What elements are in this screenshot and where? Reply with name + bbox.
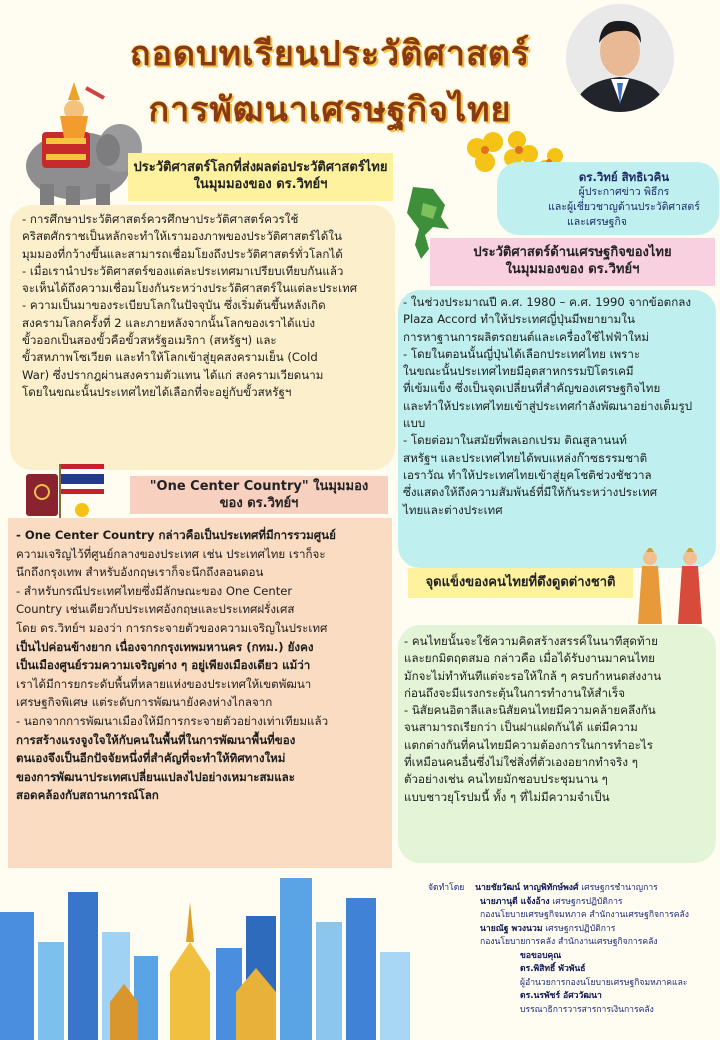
credit-3-name: นายณัฐ พวงนวม xyxy=(480,923,543,934)
section2-header-line-2: ในมุมมองของ ดร.วิทย์ฯ xyxy=(505,262,640,277)
text-line: เราได้มีการยกระดับพื้นที่หลายแห่งของประเทศให้เขตพัฒนา xyxy=(16,676,312,691)
section2-header-line-1: ประวัติศาสตร์ด้านเศรษฐกิจของไทย xyxy=(473,245,672,260)
section1-header-line-1: ประวัติศาสตร์โลกที่ส่งผลต่อประวัติศาสตร์ไทย xyxy=(133,160,388,175)
section2-body xyxy=(398,290,716,568)
text-line: นึกถึงกรุงเทพ สำหรับอังกฤษเราก็จะนึกถึงลอนดอน xyxy=(16,565,264,580)
credit-2-office: กองนโยบายเศรษฐกิจมหภาค สำนักงานเศรษฐกิจการคลัง xyxy=(480,910,689,920)
text-line: - การศึกษาประวัติศาสตร์ควรศึกษาประวัติศาสตร์ควรใช้ xyxy=(22,212,299,226)
text-line: สหรัฐฯ และประเทศไทยได้พบแหล่งก๊าซธรรมชาติ xyxy=(403,450,648,465)
thai-dancers-illustration xyxy=(628,548,718,628)
text-line: ซึ่งแสดงให้ถึงความสัมพันธ์ที่มีให้กันระหว่างประเทศ xyxy=(403,485,658,500)
text-line: โดยในขณะนั้นประเทศไทยได้เลือกที่จะอยู่กับขั้วสหรัฐฯ xyxy=(22,384,292,399)
section4-text xyxy=(404,633,710,806)
text-line: - โดยต่อมาในสมัยที่พลเอกเปรม ติณสูลานนท์ xyxy=(403,433,627,448)
text-line: - คนไทยนั้นจะใช้ความคิดสร้างสรรค์ในนาทีสุดท้าย xyxy=(404,634,658,648)
section3-text xyxy=(16,526,388,805)
thanks-label: ขอขอบคุณ xyxy=(520,950,562,961)
profile-role-3: และเศรษฐกิจ xyxy=(567,216,627,228)
title-line-1: ถอดบทเรียนประวัติศาสตร์ xyxy=(129,34,531,74)
credit-3-role: เศรษฐกรปฏิบัติการ xyxy=(545,923,616,934)
section3-header-line-2: ของ ดร.วิทย์ฯ xyxy=(219,496,299,511)
text-line: ตัวอย่างเช่น คนไทยมักชอบประชุมนาน ๆ xyxy=(404,772,608,787)
text-line: - นิสัยคนอิตาลีและนิสัยคนไทยมีความคล้ายคลึงกัน xyxy=(404,703,656,718)
section3-header xyxy=(130,476,388,514)
text-line: - เมื่อเรานำประวัติศาสตร์ของแต่ละประเทศมาเปรียบเทียบกันแล้ว xyxy=(22,263,344,278)
credit-1-name: นายชัยวัฒน์ หาญพิทักษ์พงศ์ xyxy=(475,883,579,893)
credit-1-role: เศรษฐกรชำนาญการ xyxy=(581,883,658,893)
text-line: แบบชาวยุโรปมนี้ ทั้ง ๆ ที่ไม่มีความจำเป็น xyxy=(404,789,610,804)
title-line-2: การพัฒนาเศรษฐกิจไทย xyxy=(148,90,512,130)
city-skyline-illustration xyxy=(0,872,430,1040)
prepared-by-label: จัดทำโดย xyxy=(428,883,465,893)
text-line: จะเห็นได้ถึงความเชื่อมโยงกันระหว่างประวัติศาสตร์ในแต่ละประเทศ xyxy=(22,281,358,296)
profile-role-1: ผู้ประกาศข่าว พิธีกร xyxy=(578,186,670,198)
profile-name: ดร.วิทย์ สิทธิเวคิน xyxy=(578,170,670,184)
text-line: มักจะไม่ทำทันทีแต่จะรอให้ใกล้ ๆ ครบกำหนดส่งงาน xyxy=(404,668,662,683)
credit-2-name: นายภานุดี แจ้งอ้าง xyxy=(480,896,550,907)
section3-header-line-1: "One Center Country" ในมุมมอง xyxy=(149,479,369,494)
text-line: และทำให้ประเทศไทยเข้าสู่ประเทศกำลังพัฒนาอย่างเต็มรูปแบบ xyxy=(403,398,693,431)
text-line: และยกมิตฤตสมอ กล่าวคือ เมื่อได้รับงานมาคนไทย xyxy=(404,651,655,666)
text-line: การสร้างแรงจูงใจให้กับคนในพื้นที่ในการพัฒนาพื้นที่ของ xyxy=(16,732,296,747)
text-line: ที่เหมือนคนอื่นซึ่งไม่ใช่สิ่งที่ตัวเองอยากทำจริง ๆ xyxy=(404,755,638,770)
credit-2-role: เศรษฐกรปฏิบัติการ xyxy=(552,896,623,907)
section1-header-line-2: ในมุมมองของ ดร.วิทย์ฯ xyxy=(193,177,328,192)
section1-text xyxy=(22,211,389,401)
text-line: ไทยและต่างประเทศ xyxy=(403,502,503,517)
text-line: - One Center Country กล่าวคือเป็นประเทศที่มีการรวมศูนย์ xyxy=(16,528,336,542)
text-line: สงครามโลกครั้งที่ 2 และภายหลังจากนั้นโลกของเราได้แบ่ง xyxy=(22,315,316,330)
thanks-2-name: ดร.นรพัชร์ อัศววัฒนา xyxy=(520,991,602,1001)
text-line: เป็นเมืองศูนย์รวมความเจริญต่าง ๆ อยู่เพียงเมืองเดียว แม้ว่า xyxy=(16,658,311,673)
text-line: เศรษฐกิจพิเศษ แต่ระดับการพัฒนายังคงห่างไกลจาก xyxy=(16,695,273,710)
thanks-2-role: บรรณาธิการวารสารการเงินการคลัง xyxy=(520,1004,654,1015)
text-line: - ความเป็นมาของระเบียบโลกในปัจจุบัน ซึ่งเริ่มต้นขึ้นหลังเกิด xyxy=(22,298,326,313)
text-line: ขั้วสหภาพโซเวียต และทำให้โลกเข้าสู่ยุคสงครามเย็น (Cold xyxy=(22,350,318,365)
text-line: จนสามารถเรียกว่า เป็นฝาแฝดกันได้ แต่มีความ xyxy=(404,720,638,735)
section4-header xyxy=(408,568,633,598)
text-line: โดย ดร.วิทย์ฯ มองว่า การกระจายตัวของความเจริญในประเทศ xyxy=(16,620,328,635)
section3-body xyxy=(8,518,392,868)
text-line: - สำหรับกรณีประเทศไทยซึ่งมีลักษณะของ One Center xyxy=(16,583,293,598)
section2-header xyxy=(430,238,715,286)
thanks-1-role: ผู้อำนวยการกองนโยบายเศรษฐกิจมหภาคและ xyxy=(520,977,688,988)
text-line: ที่เข้มแข็ง ซึ่งเป็นจุดเปลี่ยนที่สำคัญของเศรษฐกิจไทย xyxy=(403,381,661,396)
text-line: การหาฐานการผลิตรถยนต์และเครื่องใช้ไฟฟ้าใหม่ xyxy=(403,329,650,344)
passport-flag-illustration xyxy=(20,460,132,520)
section1-header xyxy=(128,153,393,201)
profile-photo xyxy=(565,3,675,113)
text-line: เป็นไปค่อนข้างยาก เนื่องจากกรุงเทพมหานคร (กทม.) ยังคง xyxy=(16,639,314,654)
credit-3-office: กองนโยบายการคลัง สำนักงานเศรษฐกิจการคลัง xyxy=(480,937,658,947)
section4-header-text: จุดแข็งของคนไทยที่ดึงดูดต่างชาติ xyxy=(425,575,616,590)
profile-role-2: และผู้เชี่ยวชาญด้านประวัติศาสตร์ xyxy=(548,201,700,213)
text-line: ความเจริญไว้ที่ศูนย์กลางของประเทศ เช่น ประเทศไทย เราก็จะ xyxy=(16,546,326,561)
text-line: แตกต่างกันที่คนไทยมีความต้องการในการทำอะไร xyxy=(404,737,653,752)
text-line: - โดยในตอนนั้นญี่ปุ่นได้เลือกประเทศไทย เพราะ xyxy=(403,346,641,361)
text-line: ตนเองจึงเป็นอีกปัจจัยหนึ่งที่สำคัญที่จะทำให้ทิศทางใหม่ xyxy=(16,751,286,766)
text-line: สอดคล้องกับสถานการณ์โลก xyxy=(16,788,159,803)
text-line: ก่อนถึงจะมีแรงกระตุ้นในการทำงานให้สำเร็จ xyxy=(404,685,626,700)
thanks-1-name: ดร.พิสิทธิ์ พัวพันธ์ xyxy=(520,964,586,974)
text-line: เอราวัณ ทำให้ประเทศไทยเข้าสู่ยุคโชติช่วงชัชวาล xyxy=(403,467,652,482)
text-line: คริสตศักราชเป็นหลักจะทำให้เรามองภาพของประวัติศาสตร์ได้ใน xyxy=(22,229,342,244)
text-line: ของการพัฒนาประเทศเปลี่ยนแปลงไปอย่างเหมาะสมและ xyxy=(16,769,296,784)
text-line: - ในช่วงประมาณปี ค.ศ. 1980 – ค.ศ. 1990 จากข้อตกลง xyxy=(403,295,691,309)
text-line: - นอกจากการพัฒนาเมืองให้มีการกระจายตัวอย่างเท่าเทียมแล้ว xyxy=(16,713,329,728)
text-line: ในขณะนั้นประเทศไทยมีอุตสาหกรรมปิโตรเคมี xyxy=(403,364,634,379)
section4-body xyxy=(398,625,716,863)
text-line: Plaza Accord ทำให้ประเทศญี่ปุ่นมีพยายามใน xyxy=(403,312,635,327)
section2-text xyxy=(403,294,710,519)
text-line: มุมมองที่กว้างขึ้นและสามารถเชื่อมโยงถึงประวัติศาสตร์ทั่วโลกได้ xyxy=(22,246,343,261)
profile-box xyxy=(497,162,719,235)
text-line: Country เช่นเดียวกับประเทศอังกฤษและประเทศฝรั่งเศส xyxy=(16,602,295,617)
text-line: ขั้วออกเป็นสองขั้วคือขั้วสหรัฐอเมริกา (สหรัฐฯ) และ xyxy=(22,333,277,348)
credits xyxy=(428,882,718,1017)
text-line: War) ซึ่งปรากฎผ่านสงครามตัวแทน ได้แก่ สงครามเวียดนาม xyxy=(22,367,324,382)
section1-body xyxy=(10,205,395,470)
